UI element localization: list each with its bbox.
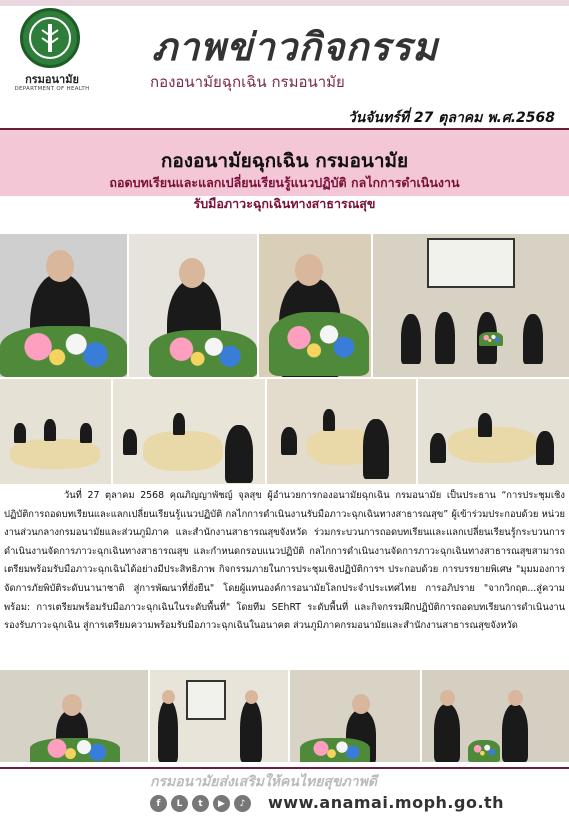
photo-speaker-2	[129, 234, 257, 377]
headline-sub-2: รับมือภาวะฉุกเฉินทางสาธารณสุข	[193, 196, 376, 211]
facebook-icon[interactable]: f	[150, 795, 167, 812]
photo-speaker-1	[0, 234, 127, 377]
org-name-english: DEPARTMENT OF HEALTH	[14, 86, 90, 92]
photo-bottom-panel	[422, 670, 569, 762]
social-links	[150, 795, 251, 812]
photo-speaker-3	[259, 234, 371, 377]
twitter-icon[interactable]: t	[192, 795, 209, 812]
youtube-icon[interactable]: ▶	[213, 795, 230, 812]
page-subtitle: กองอนามัยฉุกเฉิน กรมอนามัย	[150, 73, 345, 91]
headline-main: กองอนามัยฉุกเฉิน กรมอนามัย	[160, 150, 409, 172]
tiktok-icon[interactable]: ♪	[234, 795, 251, 812]
photo-meeting-room-4	[418, 379, 569, 484]
page-header	[0, 0, 569, 100]
page-title: ภาพข่าวกิจกรรม	[152, 25, 439, 69]
photo-meeting-room-3	[267, 379, 416, 484]
news-date: วันจันทร์ที่ 27 ตุลาคม พ.ศ.2568	[347, 110, 555, 126]
website-link[interactable]: www.anamai.moph.go.th	[268, 793, 505, 812]
photo-panel-discussion	[373, 234, 569, 377]
header-top-bar	[0, 0, 569, 6]
org-name-thai: กรมอนามัย	[25, 73, 79, 86]
footer-divider	[0, 767, 569, 769]
line-icon[interactable]: L	[171, 795, 188, 812]
photo-bottom-speakers-standing	[150, 670, 288, 762]
photo-meeting-room-1	[0, 379, 111, 484]
photo-meeting-room-2	[113, 379, 265, 484]
news-body	[4, 487, 565, 636]
ministry-seal-icon	[20, 8, 80, 68]
photo-bottom-speaker-3	[290, 670, 420, 762]
news-paragraph: วันที่ 27 ตุลาคม 2568 คุณภิญญาพัชญ์ จุลสุข ผู้อำนวยการกองอนามัยฉุกเฉิน กรมอนามัย เป็นประธาน “การประชุมเชิงปฏิบัติการถอดบทเรียนและแลกเปลี่ยนเรียนรู้แนวปฏิบัติ กลไกการดำเนินงานรับมือภาวะฉุกเฉินทางสาธารณสุข” ผู้เข้าร่วมประกอบด้วย หน่วยงานส่วนกลางกรมอนามัยและส่วนภูมิภาค และสำนักงานสาธารณสุขจังหวัด ร่วมกระบวนการถอดบทเรียนและแลกเปลี่ยนเรียนรู้กระบวนการดำเนินงานจัดการภาวะฉุกเฉินทางสาธารณสุข และกำหนดกรอบแนวปฏิบัติ กลไกการดำเนินงานจัดการภาวะฉุกเฉินทางสาธารณสุขสามารถเตรียมพร้อมรับมือภาวะฉุกเฉินได้อย่างมีประสิทธิภาพ กิจกรรมภายในการประชุมเชิงปฏิบัติการฯ ประกอบด้วย การบรรยายพิเศษ "มุมมองการจัดการภัยพิบัติระดับนานาชาติ สู่การพัฒนาที่ยั่งยืน" โดยผู้แทนองค์การอนามัยโลกประจำประเทศไทย การอภิปราย "จากวิกฤต...สู่ความพร้อม: การเตรียมพร้อมรับมือภาวะฉุกเฉินในระดับพื้นที่" โดยทีม SEhRT ระดับพื้นที่ และกิจกรรมฝึกปฏิบัติการถอดบทเรียนการดำเนินงานรองรับภาวะฉุกเฉิน สู่การเตรียมความพร้อมรับมือภาวะฉุกเฉินในอนาคต ส่วนภูมิภาคกรมอนามัยและสำนักงานสาธารณสุขจังหวัด	[4, 490, 565, 632]
photo-bottom-speaker-1	[0, 670, 148, 762]
headline-sub-1: ถอดบทเรียนและแลกเปลี่ยนเรียนรู้แนวปฏิบัติ กลไกการดำเนินงาน	[109, 175, 460, 190]
footer-slogan: กรมอนามัยส่งเสริมให้คนไทยสุขภาพดี	[150, 774, 377, 790]
